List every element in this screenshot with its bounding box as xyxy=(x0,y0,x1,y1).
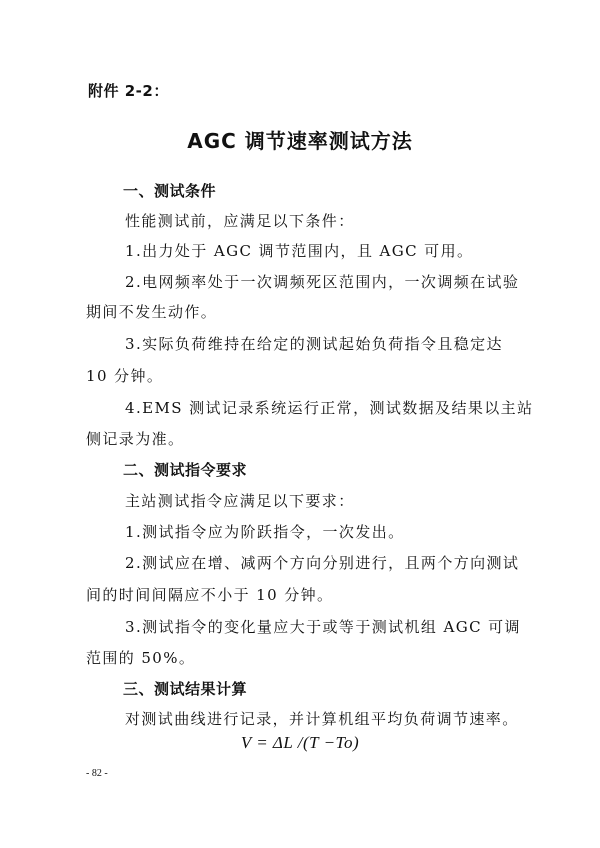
paragraph-line: 期间不发生动作。 xyxy=(86,303,218,321)
paragraph-line: 主站测试指令应满足以下要求： xyxy=(125,492,355,510)
paragraph-line: 4.EMS 测试记录系统运行正常，测试数据及结果以主站 xyxy=(125,399,534,417)
paragraph-line: 10 分钟。 xyxy=(86,367,164,385)
paragraph-line: 3.测试指令的变化量应大于或等于测试机组 AGC 可调 xyxy=(125,618,521,636)
paragraph-line: 2.测试应在增、减两个方向分别进行，且两个方向测试 xyxy=(125,554,520,572)
paragraph-line: 1.出力处于 AGC 调节范围内，且 AGC 可用。 xyxy=(125,242,474,260)
section-heading-result-calculation: 三、测试结果计算 xyxy=(123,680,248,698)
paragraph-line: 性能测试前，应满足以下条件： xyxy=(125,212,355,230)
paragraph-line: 2.电网频率处于一次调频死区范围内，一次调频在试验 xyxy=(125,273,520,291)
page-number: - 82 - xyxy=(86,768,108,779)
rate-formula: V = ΔL /(T −To) xyxy=(240,733,360,752)
attachment-label: 附件 2-2： xyxy=(88,82,169,100)
paragraph-line: 对测试曲线进行记录，并计算机组平均负荷调节速率。 xyxy=(125,710,519,728)
section-heading-conditions: 一、测试条件 xyxy=(123,182,217,200)
paragraph-line: 间的时间间隔应不小于 10 分钟。 xyxy=(86,586,334,604)
paragraph-line: 范围的 50%。 xyxy=(86,649,196,667)
paragraph-line: 侧记录为准。 xyxy=(86,430,185,448)
paragraph-line: 1.测试指令应为阶跃指令，一次发出。 xyxy=(125,523,405,541)
section-heading-command-requirements: 二、测试指令要求 xyxy=(123,461,248,479)
paragraph-line: 3.实际负荷维持在给定的测试起始负荷指令且稳定达 xyxy=(125,335,503,353)
document-title: AGC 调节速率测试方法 xyxy=(187,129,413,153)
